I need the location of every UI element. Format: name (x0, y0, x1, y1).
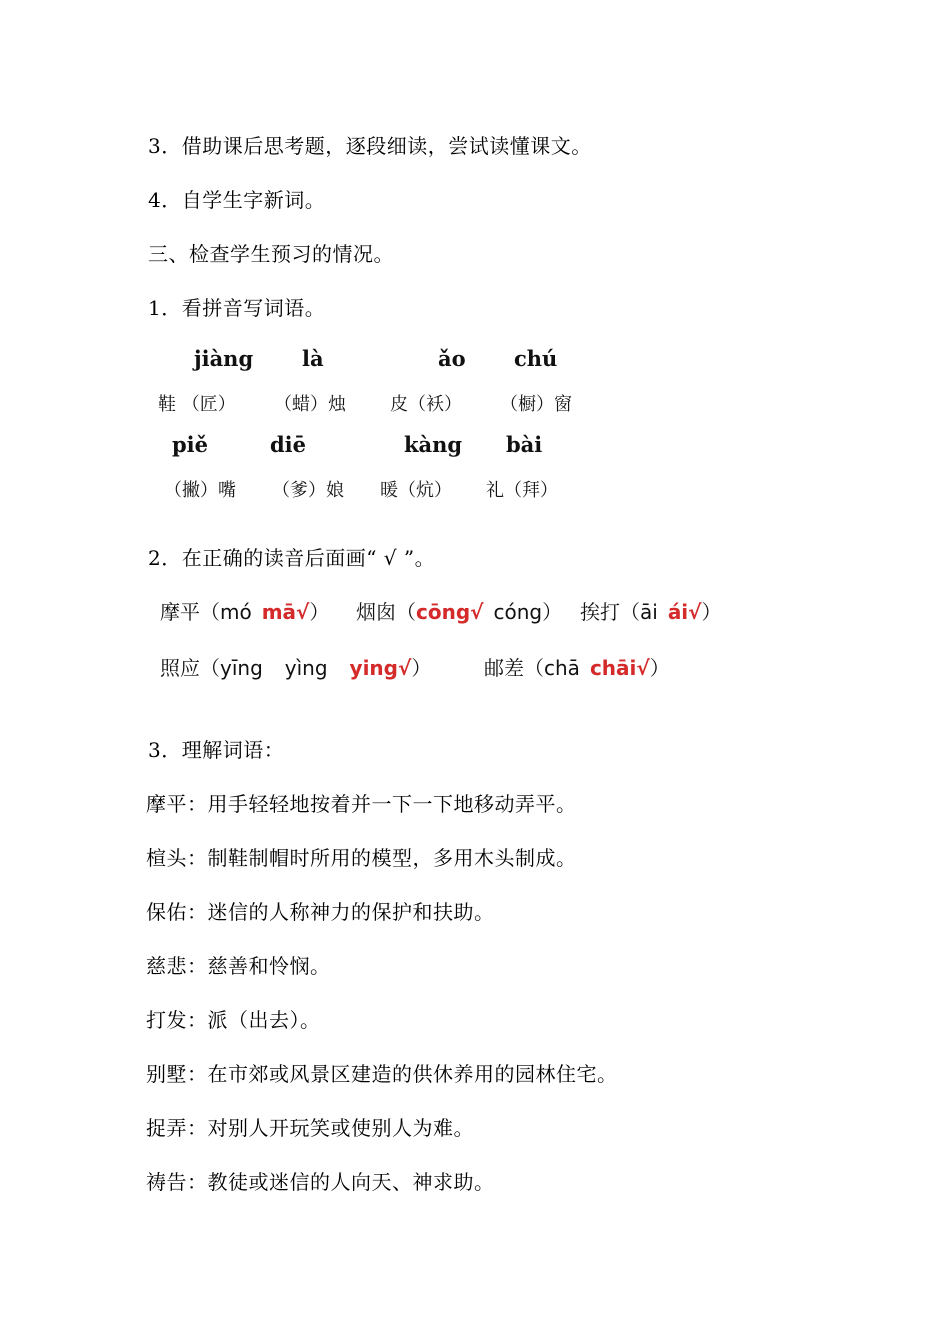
pinyin-text: chú (514, 346, 558, 371)
answer-word: 暖（炕） (380, 480, 452, 501)
correct-option: chāi√ (589, 656, 650, 680)
bracket: （ (620, 600, 640, 624)
pinyin-text: diē (270, 432, 307, 457)
instruction-line-3: 3．借助课后思考题，逐段细读，尝试读懂课文。 (148, 134, 592, 158)
bracket: ） (309, 600, 330, 624)
choice-option: mó (220, 600, 252, 624)
choice-word: 挨打 (580, 600, 620, 624)
choice-word: 照应 (160, 656, 200, 680)
answer-word: 鞋 （匠） (158, 394, 236, 415)
choice-option: chā (544, 656, 580, 680)
answer-word: （蜡）烛 (274, 394, 346, 415)
answer-word: （橱）窗 (500, 394, 572, 415)
pronunciation-item (484, 652, 670, 681)
bracket: （ (200, 600, 220, 624)
answer-word: 皮（袄） (390, 394, 462, 415)
definition-line: 楦头：制鞋制帽时所用的模型，多用木头制成。 (146, 846, 577, 870)
pronunciation-item (580, 596, 722, 625)
pronunciation-item (356, 596, 562, 625)
definition-line: 祷告：教徒或迷信的人向天、神求助。 (146, 1170, 495, 1194)
choice-word: 摩平 (160, 600, 200, 624)
bracket: （ (396, 600, 416, 624)
definition-line: 别墅：在市郊或风景区建造的供休养用的园林住宅。 (146, 1062, 618, 1086)
bracket: （ (524, 656, 544, 680)
definition-line: 保佑：迷信的人称神力的保护和扶助。 (146, 900, 495, 924)
definition-line: 捉弄：对别人开玩笑或使别人为难。 (146, 1116, 474, 1140)
pronunciation-item (160, 596, 329, 625)
instruction-line-4: 4．自学生字新词。 (148, 188, 326, 212)
exercise-2-title: 2．在正确的读音后面画“ √ ”。 (148, 546, 436, 570)
definition-line: 摩平：用手轻轻地按着并一下一下地移动弄平。 (146, 792, 577, 816)
answer-word: （爹）娘 (272, 480, 344, 501)
pronunciation-item (160, 652, 431, 681)
correct-option: cōng√ (416, 600, 484, 624)
answer-word: （撇）嘴 (164, 480, 236, 501)
section-heading-check: 三、检查学生预习的情况。 (148, 242, 394, 266)
bracket: ） (411, 656, 432, 680)
choice-option: yīng (220, 656, 263, 680)
bracket: （ (200, 656, 220, 680)
pinyin-text: kàng (404, 432, 463, 457)
pinyin-text: bài (506, 432, 543, 457)
bracket: ） (701, 600, 722, 624)
pinyin-text: ǎo (438, 346, 466, 371)
exercise-3-title: 3．理解词语： (148, 738, 285, 762)
correct-option: mā√ (261, 600, 310, 624)
pinyin-text: jiàng (194, 346, 254, 371)
choice-word: 烟囱 (356, 600, 396, 624)
definition-line: 慈悲：慈善和怜悯。 (146, 954, 331, 978)
definition-line: 打发：派（出去）。 (146, 1008, 321, 1032)
bracket: ） (542, 600, 563, 624)
choice-option: āi (640, 600, 658, 624)
choice-option: cóng (493, 600, 543, 624)
answer-word: 礼（拜） (486, 480, 558, 501)
correct-option: ái√ (667, 600, 702, 624)
choice-word: 邮差 (484, 656, 524, 680)
pinyin-text: piě (172, 432, 209, 457)
exercise-1-title: 1．看拼音写词语。 (148, 296, 326, 320)
pinyin-text: là (302, 346, 324, 371)
bracket: ） (649, 656, 670, 680)
correct-option: ying√ (349, 656, 412, 680)
choice-option: yìng (284, 656, 328, 680)
